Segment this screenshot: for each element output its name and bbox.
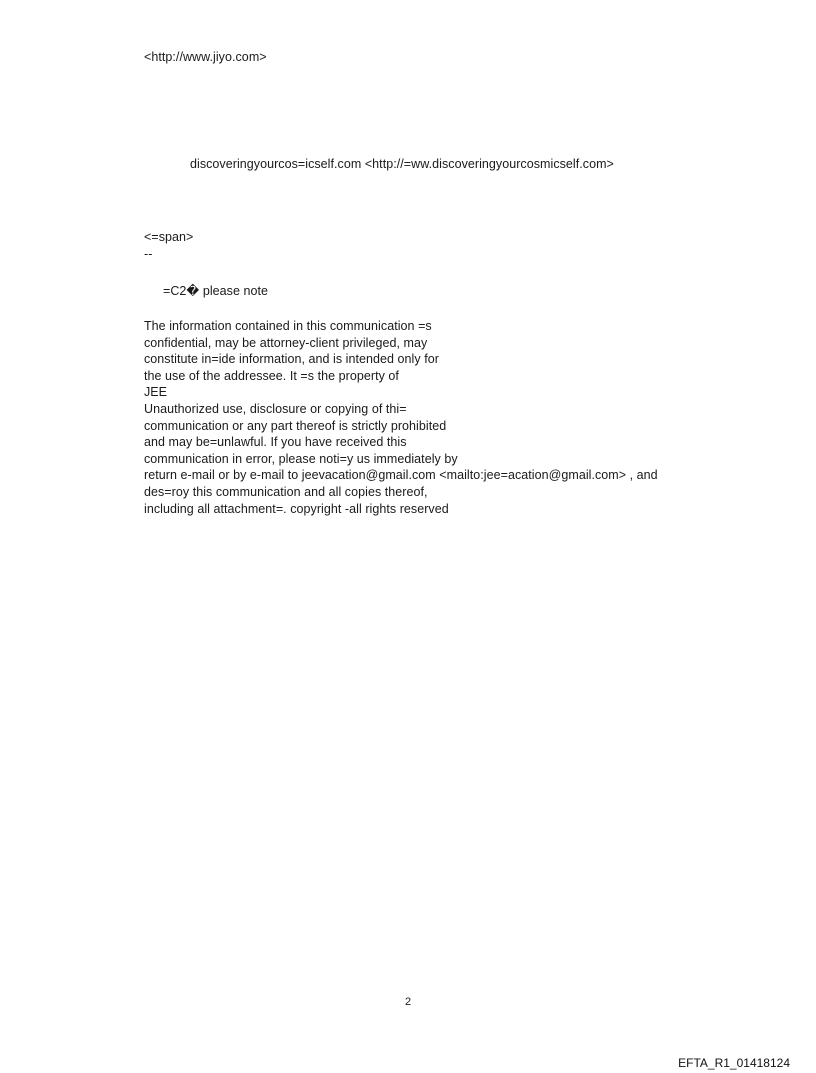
page-number: 2	[404, 996, 412, 1008]
span-line: <=span>	[144, 230, 194, 244]
disclaimer-line: des=roy this communication and all copies thereof,	[144, 484, 428, 499]
disclaimer-line: JEE	[144, 385, 168, 400]
disclaimer-line: Unauthorized use, disclosure or copying of thi=	[144, 401, 407, 416]
disclaimer-line: the use of the addressee. It =s the property of	[144, 368, 399, 383]
disclaimer-line: communication or any part thereof is strictly prohibited	[144, 418, 447, 433]
link-line: <http://www.jiyo.com>	[144, 50, 267, 64]
disclaimer-line: and may be=unlawful. If you have received this	[144, 435, 407, 450]
disclaimer-line: constitute in=ide information, and is intended only for	[144, 352, 439, 367]
confidentiality-disclaimer	[144, 318, 658, 517]
disclaimer-line: confidential, may be attorney-client privileged, may	[144, 335, 428, 350]
website-line: discoveringyourcos=icself.com <http://=ww.discoveringyourcosmicself.com>	[190, 157, 614, 171]
disclaimer-line: including all attachment=. copyright -all rights reserved	[144, 501, 449, 516]
note-line: =C2� please note	[163, 284, 269, 298]
disclaimer-line: return e-mail or by e-mail to jeevacation@gmail.com <mailto:jee=acation@gmail.com> , and	[144, 468, 658, 483]
document-id: EFTA_R1_01418124	[678, 1056, 790, 1070]
disclaimer-line: communication in error, please noti=y us immediately by	[144, 451, 458, 466]
dash-line: --	[144, 247, 153, 261]
disclaimer-line: The information contained in this communication =s	[144, 319, 432, 333]
